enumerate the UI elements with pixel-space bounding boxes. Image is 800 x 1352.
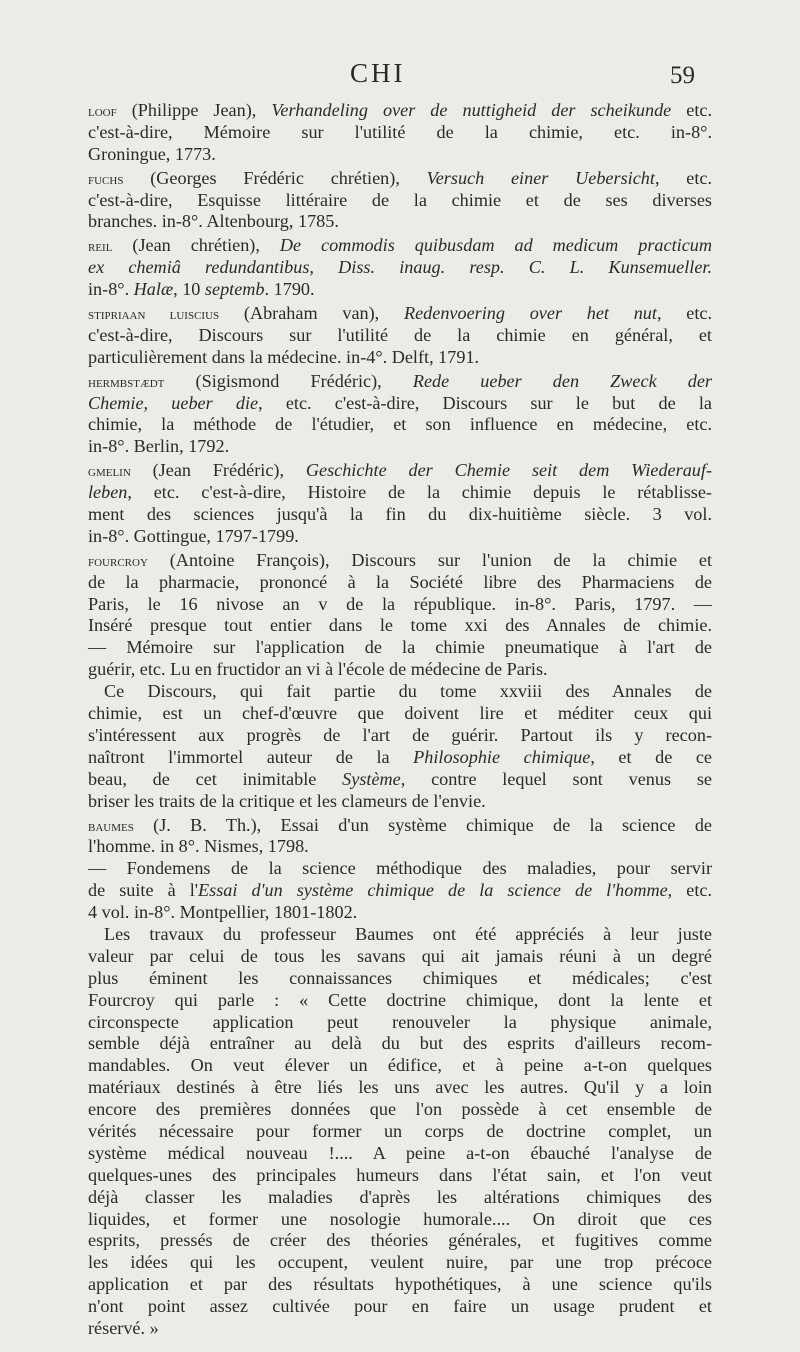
text-line — [88, 815, 712, 837]
text-line — [88, 482, 712, 504]
text-line — [88, 1165, 712, 1187]
text-segment: esprits, pressés de créer des théories générales, et fugitives comme — [88, 1230, 712, 1251]
entry-gmelin — [88, 460, 712, 548]
text-segment: (Georges Frédéric chrétien), — [123, 167, 427, 188]
text-segment: système médical nouveau !.... A peine a-t-on ébauché l'analyse de — [88, 1142, 712, 1163]
text-segment: mandables. On veut élever un édifice, et à peine a-t-on quelques — [88, 1055, 712, 1076]
italic-title: Chemie, ueber die — [88, 392, 259, 413]
text-line — [88, 791, 712, 813]
author-name: hermbstædt — [88, 373, 165, 391]
text-segment: — Mémoire sur l'application de la chimie pneumatique à l'art de — [88, 637, 712, 658]
text-segment: , etc. — [654, 167, 712, 188]
text-segment: particulièrement dans la médecine. in-4°. Delft, 1791. — [88, 346, 480, 367]
text-segment: circonspecte application peut renouveler la physique animale, — [88, 1011, 712, 1032]
text-segment: , 10 — [173, 279, 205, 300]
text-segment: (Antoine François), Discours sur l'union de la chimie et — [147, 549, 712, 570]
text-segment: , etc. c'est-à-dire, Histoire de la chimie depuis le rétablisse- — [127, 482, 712, 503]
text-line — [88, 725, 712, 747]
text-line — [88, 615, 712, 637]
text-segment: 4 vol. in-8°. Montpellier, 1801-1802. — [88, 902, 358, 923]
text-segment: , etc. c'est-à-dire, Discours sur le but de la — [258, 392, 712, 413]
text-segment: Groningue, 1773. — [88, 143, 216, 164]
text-segment: c'est-à-dire, Esquisse littéraire de la chimie et de ses diverses — [88, 189, 712, 210]
italic-title: Geschichte der Chemie seit dem Wiederauf- — [305, 460, 712, 481]
italic-title: leben — [88, 482, 128, 503]
text-line — [88, 703, 712, 725]
text-line — [88, 460, 712, 482]
text-line — [88, 946, 712, 968]
text-line — [88, 122, 712, 144]
text-segment: l'homme. in 8°. Nismes, 1798. — [88, 836, 309, 857]
text-segment: Paris, le 16 nivose an v de la république. in-8°. Paris, 1797. — — [88, 593, 712, 614]
text-segment: valeur par celui de tous les savans qui ait jamais réuni à un degré — [88, 945, 712, 966]
text-segment: semble déjà entraîner au delà du but des esprits d'ailleurs recom- — [88, 1033, 712, 1054]
text-line — [88, 371, 712, 393]
text-line — [88, 990, 712, 1012]
text-segment: Les travaux du professeur Baumes ont été appréciés à leur juste — [104, 923, 712, 944]
text-segment: (Philippe Jean), — [116, 100, 272, 120]
text-line — [88, 1055, 712, 1077]
text-segment: in-8°. Berlin, 1792. — [88, 436, 230, 457]
text-segment: branches. in-8°. Altenbourg, 1785. — [88, 211, 339, 232]
text-segment: ment des sciences jusqu'à la fin du dix-huitième siècle. 3 vol. — [88, 504, 712, 525]
text-line — [88, 504, 712, 526]
entry-reil — [88, 235, 712, 301]
entry-baumes — [88, 815, 712, 1340]
text-line — [88, 902, 712, 924]
text-line — [88, 594, 712, 616]
text-segment: déjà classer les maladies d'après les altérations chimiques des — [88, 1186, 712, 1207]
page-header — [0, 58, 800, 98]
text-line — [88, 550, 712, 572]
text-segment: , etc. — [667, 880, 712, 901]
author-name: loof — [88, 103, 117, 120]
text-line — [88, 1077, 712, 1099]
text-line — [88, 681, 712, 703]
text-segment: , etc. — [656, 303, 712, 324]
text-segment: liquides, et former une nosologie humorale.... On diroit que ces — [88, 1208, 712, 1229]
text-segment: les idées qui les occupent, veulent nuire, par une trop précoce — [88, 1252, 712, 1273]
text-line — [88, 303, 712, 325]
text-segment: n'ont point assez cultivée pour en faire un usage prudent et — [88, 1296, 712, 1317]
text-segment: , contre lequel sont venus se — [400, 768, 713, 789]
text-segment: (Jean chrétien), — [112, 235, 280, 256]
text-line — [88, 1187, 712, 1209]
text-line — [88, 347, 712, 369]
author-name: stipriaan luiscius — [88, 306, 220, 324]
text-segment: briser les traits de la critique et les clameurs de l'envie. — [88, 790, 486, 811]
text-line — [88, 880, 712, 902]
italic-title: Essai d'un système chimique de la science de l'homme — [198, 880, 668, 901]
text-line — [88, 747, 712, 769]
entry-fourcroy — [88, 550, 712, 813]
text-line — [88, 1209, 712, 1231]
text-segment: chimie, est un chef-d'œuvre que doivent lire et méditer ceux qui — [88, 703, 712, 724]
text-line — [88, 659, 712, 681]
text-line — [88, 858, 712, 880]
text-segment: plus éminent les connaissances chimiques et médicales; c'est — [88, 967, 712, 988]
italic-title: Système — [342, 768, 401, 789]
text-line — [88, 1143, 712, 1165]
text-line — [88, 211, 712, 233]
text-segment: (Jean Frédéric), — [130, 460, 306, 481]
text-segment: . 1790. — [264, 279, 315, 300]
text-segment: de la pharmacie, prononcé à la Société libre des Pharmaciens de — [88, 571, 712, 592]
bibliography-text — [88, 100, 712, 1340]
italic-title: Philosophie chimique — [413, 746, 591, 767]
text-segment: etc. — [671, 100, 713, 120]
text-line — [88, 325, 712, 347]
text-segment: — Fondemens de la science méthodique des maladies, pour servir — [88, 858, 712, 879]
author-name: baumes — [88, 817, 134, 835]
text-line — [88, 1274, 712, 1296]
text-segment: in-8°. — [88, 279, 134, 300]
text-line — [88, 144, 712, 166]
entry-fuchs — [88, 168, 712, 234]
text-segment: in-8°. Gottingue, 1797-1799. — [88, 525, 299, 546]
text-segment: vérités nécessaire pour former un corps de doctrine complet, un — [88, 1120, 712, 1141]
text-line — [88, 1099, 712, 1121]
page-number: 59 — [670, 62, 695, 89]
running-head: CHI — [350, 58, 406, 88]
italic-title: Versuch einer Uebersicht — [426, 167, 655, 188]
italic-title: septemb — [204, 279, 265, 300]
text-line — [88, 100, 712, 122]
text-line — [88, 1252, 712, 1274]
text-segment: Inséré presque tout entier dans le tome xxi des Annales de chimie. — [88, 615, 712, 636]
text-line — [88, 572, 712, 594]
author-name: reil — [88, 238, 113, 256]
text-line — [88, 637, 712, 659]
text-line — [88, 393, 712, 415]
text-line — [88, 1012, 712, 1034]
entry-hermbstaedt — [88, 371, 712, 459]
italic-title: Verhandeling over de nuttigheid der scheikunde — [271, 100, 672, 120]
text-segment: , et de ce — [590, 746, 713, 767]
text-line — [88, 190, 712, 212]
text-segment: de suite à l' — [88, 880, 199, 901]
text-line — [88, 526, 712, 548]
text-segment: naîtront l'immortel auteur de la — [88, 746, 414, 767]
italic-title: Halæ — [133, 279, 174, 300]
text-line — [88, 235, 712, 257]
text-segment: s'intéressent aux progrès de l'art de guérir. Partout ils y recon- — [88, 724, 712, 745]
text-line — [88, 279, 712, 301]
text-segment: réservé. » — [88, 1317, 159, 1338]
text-line — [88, 1318, 712, 1340]
text-line — [88, 968, 712, 990]
author-name: fourcroy — [88, 552, 148, 570]
text-segment: (Abraham van), — [219, 303, 404, 324]
italic-title: De commodis quibusdam ad medicum practicum — [279, 235, 712, 256]
text-line — [88, 836, 712, 858]
author-name: gmelin — [88, 463, 131, 481]
text-segment: Fourcroy qui parle : « Cette doctrine chimique, dont la lente et — [88, 989, 712, 1010]
text-line — [88, 1033, 712, 1055]
text-segment: guérir, etc. Lu en fructidor an vi à l'école de médecine de Paris. — [88, 659, 548, 680]
text-line — [88, 168, 712, 190]
text-segment: c'est-à-dire, Mémoire sur l'utilité de la chimie, etc. in-8°. — [88, 121, 712, 142]
text-line — [88, 257, 712, 279]
text-line — [88, 1230, 712, 1252]
italic-title: Rede ueber den Zweck der — [412, 370, 713, 391]
text-segment: quelques-unes des principales humeurs dans l'état sain, et l'on veut — [88, 1164, 712, 1185]
text-segment: chimie, la méthode de l'étudier, et son influence en médecine, etc. — [88, 414, 712, 435]
entry-loof — [88, 100, 712, 166]
text-line — [88, 1296, 712, 1318]
text-segment: beau, de cet inimitable — [88, 768, 343, 789]
entry-stipriaan — [88, 303, 712, 369]
author-name: fuchs — [88, 170, 124, 188]
italic-title: ex chemiâ redundantibus, Diss. inaug. resp. C. L. Kunsemueller. — [88, 257, 712, 278]
text-segment: matériaux destinés à être liés les uns avec les autres. Qu'il y a loin — [88, 1077, 712, 1098]
italic-title: Redenvoering over het nut — [403, 303, 657, 324]
text-segment: Ce Discours, qui fait partie du tome xxviii des Annales de — [104, 681, 712, 702]
text-segment: (Sigismond Frédéric), — [164, 370, 413, 391]
text-segment: (J. B. Th.), Essai d'un système chimique de la science de — [133, 814, 712, 835]
text-line — [88, 769, 712, 791]
text-line — [88, 924, 712, 946]
text-segment: c'est-à-dire, Discours sur l'utilité de la chimie en général, et — [88, 324, 712, 345]
text-segment: encore des premières données que l'on possède à cet ensemble de — [88, 1099, 712, 1120]
text-segment: application et par des résultats hypothétiques, à une science qu'ils — [88, 1274, 712, 1295]
text-line — [88, 436, 712, 458]
text-line — [88, 1121, 712, 1143]
text-line — [88, 414, 712, 436]
